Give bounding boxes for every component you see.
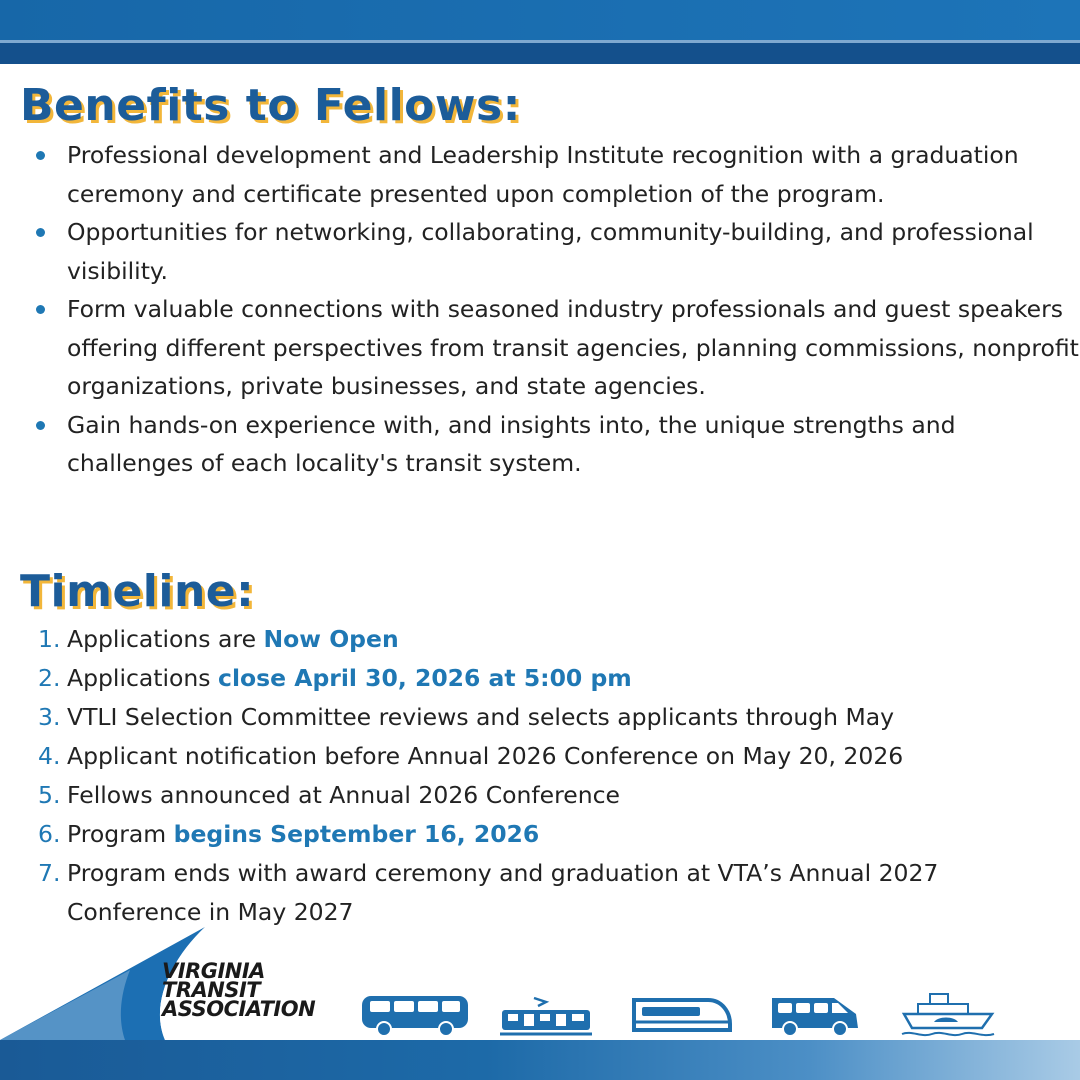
- bullet-icon: [36, 228, 45, 237]
- timeline-highlight: close April 30, 2026 at 5:00 pm: [218, 664, 632, 692]
- logo-line: TRANSIT: [162, 978, 261, 1002]
- timeline-list: [38, 620, 1078, 932]
- timeline-item: [38, 698, 1078, 737]
- header-stripe-light: [0, 0, 1080, 40]
- timeline-highlight: Now Open: [263, 625, 399, 653]
- light-rail-icon: [498, 992, 594, 1038]
- bullet-icon: [36, 421, 45, 430]
- timeline-number: 7.: [38, 859, 61, 887]
- timeline-number: 2.: [38, 664, 61, 692]
- timeline-text: Program: [67, 820, 174, 848]
- timeline-number: 4.: [38, 742, 61, 770]
- timeline-item: [38, 620, 1078, 659]
- timeline-text: VTLI Selection Committee reviews and selects applicants through May: [67, 703, 895, 731]
- timeline-text: Applications: [67, 664, 219, 692]
- timeline-number: 5.: [38, 781, 61, 809]
- timeline-text: Applications are: [67, 625, 264, 653]
- timeline-number: 1.: [38, 625, 61, 653]
- timeline-number: 6.: [38, 820, 61, 848]
- van-icon: [768, 992, 862, 1038]
- footer-band: [0, 1040, 1080, 1080]
- timeline-number: 3.: [38, 703, 61, 731]
- bullet-icon: [36, 151, 45, 160]
- timeline-text: Program ends with award ceremony and graduation at VTA’s Annual 2027 Conference in May 2027: [67, 859, 939, 926]
- benefits-list: [36, 136, 1080, 483]
- benefit-item: [36, 136, 1080, 213]
- bullet-icon: [36, 305, 45, 314]
- benefit-text: Gain hands-on experience with, and insights into, the unique strengths and challenges of each locality's transit system.: [67, 410, 956, 477]
- timeline-item: [38, 815, 1078, 854]
- timeline-item: [38, 776, 1078, 815]
- timeline-highlight: begins September 16, 2026: [173, 820, 540, 848]
- logo-line: ASSOCIATION: [162, 997, 316, 1021]
- timeline-item: [38, 737, 1078, 776]
- benefit-text: Form valuable connections with seasoned industry professionals and guest speakers offering different perspectives from transit agencies, planning commissions, nonprofit organizations, private businesses, and state agencies.: [67, 295, 1079, 400]
- benefit-text: Opportunities for networking, collaborating, community-building, and professional visibility.: [67, 218, 1034, 285]
- vta-logo-text: [162, 959, 316, 1021]
- header-banner: [0, 0, 1080, 64]
- benefits-heading: Benefits to Fellows:: [20, 80, 521, 131]
- logo-line: VIRGINIA: [162, 959, 265, 983]
- benefit-text: Professional development and Leadership Institute recognition with a graduation ceremony and certificate presented upon completion of the program.: [67, 141, 1019, 208]
- ferry-icon: [898, 992, 998, 1038]
- bus-icon: [360, 992, 470, 1038]
- timeline-item: [38, 659, 1078, 698]
- timeline-text: Applicant notification before Annual 2026 Conference on May 20, 2026: [67, 742, 904, 770]
- benefit-item: [36, 406, 1080, 483]
- benefit-item: [36, 290, 1080, 406]
- benefit-item: [36, 213, 1080, 290]
- timeline-heading: Timeline:: [20, 566, 255, 617]
- timeline-item: [38, 854, 1078, 932]
- train-icon: [630, 992, 734, 1038]
- header-stripe-dark: [0, 43, 1080, 64]
- timeline-text: Fellows announced at Annual 2026 Conference: [67, 781, 620, 809]
